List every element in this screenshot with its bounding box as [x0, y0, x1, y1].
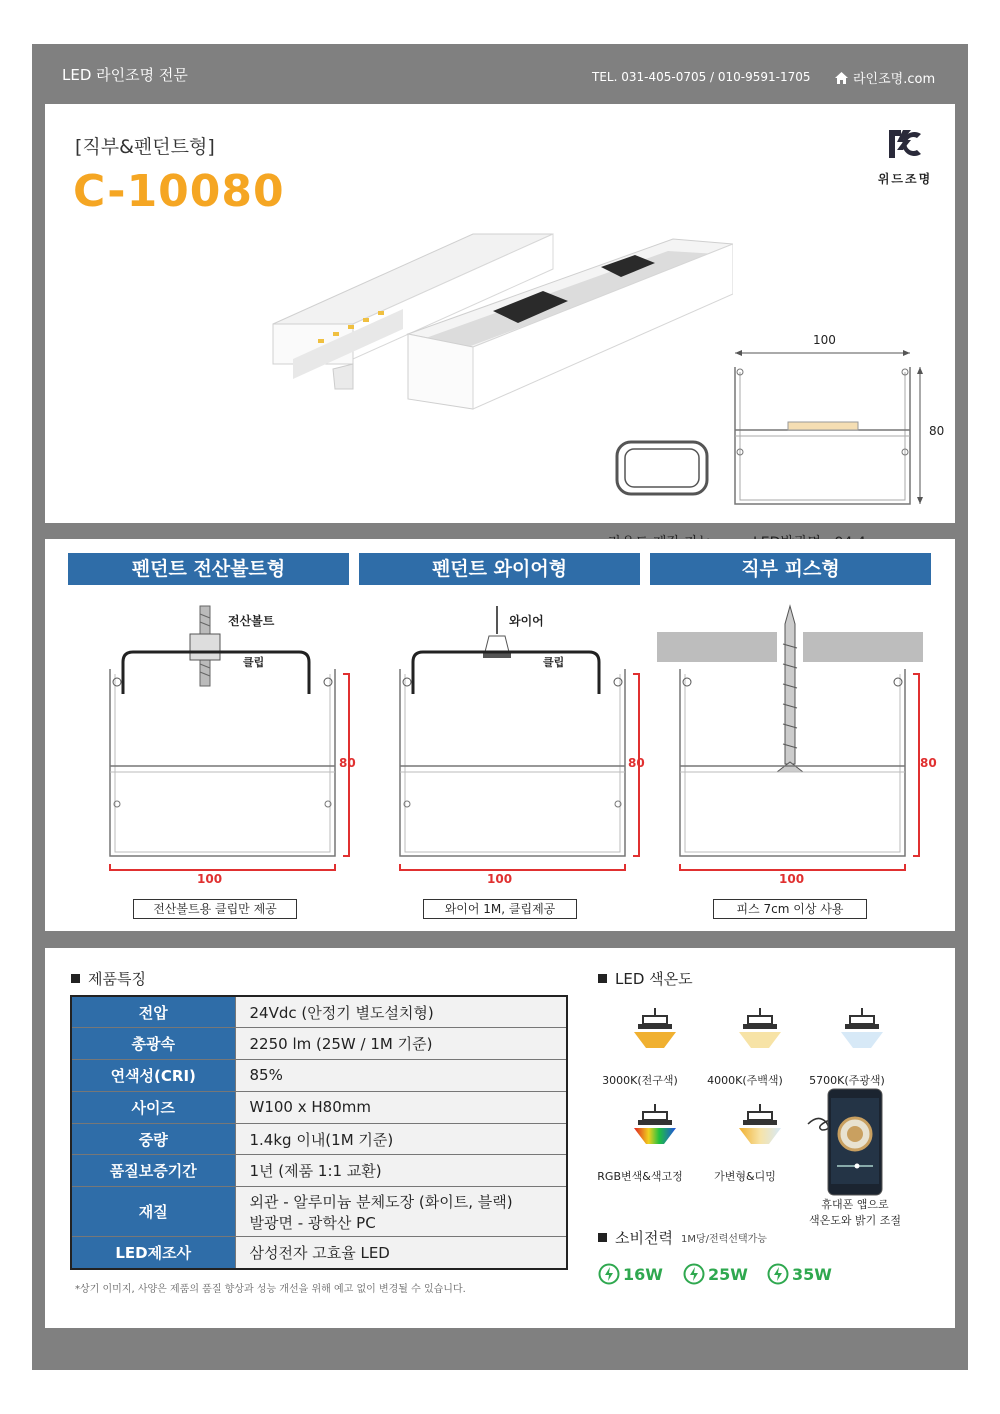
- lightning-icon: [683, 1263, 705, 1285]
- install-note: 와이어 1M, 클립제공: [423, 899, 577, 919]
- spec-key: 재질: [71, 1187, 235, 1237]
- round-profile-drawing: [613, 438, 713, 498]
- table-row: [71, 1028, 567, 1060]
- cct-3000-swatch: [634, 1032, 676, 1048]
- spec-value: W100 x H80mm: [235, 1091, 567, 1123]
- phone-app-icon[interactable]: [827, 1088, 883, 1196]
- site-text: 라인조명.com: [853, 72, 936, 87]
- dim-height: 80: [339, 756, 356, 770]
- spec-key: 중량: [71, 1123, 235, 1155]
- cct-label: RGB변색&색고정: [597, 1170, 683, 1183]
- bullet-square-icon: [598, 1233, 607, 1242]
- power-option[interactable]: [683, 1263, 748, 1285]
- install-type-header: 직부 피스형: [650, 553, 931, 585]
- rgb-swatch: [634, 1128, 676, 1144]
- clip-label: 클립: [543, 656, 565, 669]
- tunable-swatch: [739, 1128, 781, 1144]
- home-icon: [834, 71, 849, 85]
- install-type-header: 펜던트 전산볼트형: [68, 553, 349, 585]
- lightning-icon: [767, 1263, 789, 1285]
- spec-key: 총광속: [71, 1028, 235, 1060]
- cct-4000-swatch: [739, 1032, 781, 1048]
- bolt-install-diagram: [75, 594, 365, 884]
- table-row: [71, 1091, 567, 1123]
- cct-5700-swatch: [841, 1032, 883, 1048]
- spec-value-line: 외관 - 알루미늄 분체도장 (화이트, 블랙): [249, 1192, 513, 1211]
- table-row: [71, 1187, 567, 1237]
- app-note-line: 휴대폰 앱으로: [821, 1198, 889, 1211]
- spec-key: 사이즈: [71, 1091, 235, 1123]
- spec-key: LED제조사: [71, 1237, 235, 1269]
- install-panel: [45, 539, 955, 931]
- cross-section-drawing: [720, 332, 950, 522]
- footnote: *상기 이미지, 사양은 제품의 품질 향상과 성능 개선을 위해 예고 없이 변경될 수 있습니다.: [75, 1284, 466, 1295]
- brand-text: LED 라인조명 전문: [62, 66, 188, 84]
- site-link[interactable]: [834, 68, 935, 87]
- page-frame: [32, 44, 968, 1370]
- clip-label: 클립: [243, 656, 265, 669]
- spec-table: [70, 995, 568, 1270]
- table-row: [71, 1123, 567, 1155]
- spec-panel: [45, 948, 955, 1328]
- color-temp-title-text: LED 색온도: [615, 970, 693, 988]
- power-title-text: 소비전력: [615, 1229, 673, 1247]
- features-title: [71, 968, 146, 989]
- power-value: 16W: [623, 1264, 663, 1284]
- install-note: 전산볼트용 클립만 제공: [133, 899, 297, 919]
- table-row: [71, 1155, 567, 1187]
- spec-value-line: 발광면 - 광학산 PC: [249, 1213, 376, 1232]
- spec-key: 전압: [71, 996, 235, 1028]
- spec-value: 1년 (제품 1:1 교환): [235, 1155, 567, 1187]
- power-option[interactable]: [767, 1263, 832, 1285]
- lightning-icon: [598, 1263, 620, 1285]
- logo-text: 위드조명: [877, 172, 933, 186]
- app-note-line: 색온도와 밝기 조절: [808, 1214, 901, 1227]
- bullet-square-icon: [71, 974, 80, 983]
- dim-width: 100: [197, 872, 223, 886]
- spec-key: 연색성(CRI): [71, 1060, 235, 1092]
- spec-value: 삼성전자 고효율 LED: [235, 1237, 567, 1269]
- logo-icon: [883, 124, 927, 164]
- spec-value: 1.4kg 이내(1M 기준): [235, 1123, 567, 1155]
- product-render: [263, 199, 733, 419]
- power-subtitle: 1M당/전력선택가능: [680, 1234, 767, 1245]
- product-panel: [45, 104, 955, 523]
- app-note: [795, 1196, 915, 1228]
- bullet-square-icon: [598, 974, 607, 983]
- table-row: [71, 996, 567, 1028]
- model-name: C-10080: [73, 166, 285, 217]
- bolt-label: 전산볼트: [228, 614, 275, 628]
- color-temp-title: [598, 968, 693, 989]
- spec-value: 85%: [235, 1060, 567, 1092]
- dim-width-label: 100: [813, 333, 836, 347]
- screw-install-diagram: [657, 594, 947, 884]
- wire-install-diagram: [365, 594, 655, 884]
- cct-label: 3000K(전구색): [602, 1074, 678, 1087]
- install-note: 피스 7cm 이상 사용: [713, 899, 867, 919]
- power-value: 25W: [708, 1264, 748, 1284]
- spec-key: 품질보증기간: [71, 1155, 235, 1187]
- company-logo: [875, 124, 935, 187]
- cct-label: 5700K(주광색): [809, 1074, 885, 1087]
- table-row: [71, 1060, 567, 1092]
- features-title-text: 제품특징: [88, 970, 146, 988]
- spec-value: 24Vdc (안정기 별도설치형): [235, 996, 567, 1028]
- power-value: 35W: [792, 1264, 832, 1284]
- dim-width: 100: [779, 872, 805, 886]
- power-option[interactable]: [598, 1263, 663, 1285]
- cct-label: 가변형&디밍: [714, 1170, 776, 1183]
- power-title: [598, 1227, 767, 1248]
- install-type-header: 펜던트 와이어형: [359, 553, 640, 585]
- table-row: [71, 1237, 567, 1269]
- phone-text[interactable]: TEL. 031-405-0705 / 010-9591-1705: [592, 70, 811, 84]
- dim-height: 80: [628, 756, 645, 770]
- dim-height: 80: [920, 756, 937, 770]
- dim-height-label: 80: [929, 424, 945, 438]
- dim-width: 100: [487, 872, 513, 886]
- product-subtitle: [직부&펜던트형]: [75, 136, 215, 158]
- cct-label: 4000K(주백색): [707, 1074, 783, 1087]
- top-bar: [32, 44, 968, 104]
- spec-value: [235, 1187, 567, 1237]
- spec-value: 2250 lm (25W / 1M 기준): [235, 1028, 567, 1060]
- wire-label: 와이어: [509, 614, 544, 628]
